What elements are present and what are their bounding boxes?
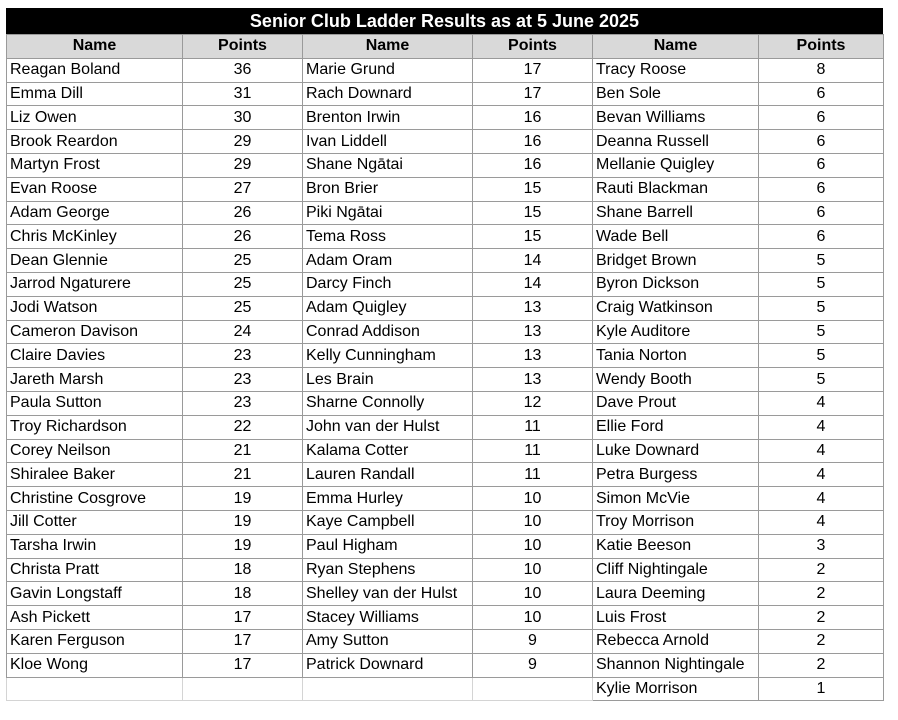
player-name-cell: Paula Sutton (7, 391, 183, 415)
table-row (7, 344, 884, 368)
player-name-cell: Bridget Brown (593, 249, 759, 273)
player-points-cell: 4 (759, 463, 884, 487)
player-name-cell: Martyn Frost (7, 153, 183, 177)
player-name-cell: Brook Reardon (7, 130, 183, 154)
table-row (7, 153, 884, 177)
player-name-cell: Shane Ngātai (303, 153, 473, 177)
player-name-cell: Luke Downard (593, 439, 759, 463)
player-name-cell: Petra Burgess (593, 463, 759, 487)
player-points-cell: 13 (473, 320, 593, 344)
player-name-cell: Marie Grund (303, 58, 473, 82)
player-name-cell: Jill Cotter (7, 510, 183, 534)
player-name-cell: Dave Prout (593, 391, 759, 415)
table-row (7, 510, 884, 534)
player-points-cell: 6 (759, 106, 884, 130)
player-points-cell: 2 (759, 653, 884, 677)
player-points-cell: 14 (473, 272, 593, 296)
player-points-cell: 11 (473, 415, 593, 439)
player-name-cell: Katie Beeson (593, 534, 759, 558)
player-name-cell: Craig Watkinson (593, 296, 759, 320)
player-name-cell: Wendy Booth (593, 368, 759, 392)
table-row (7, 320, 884, 344)
player-name-cell: Karen Ferguson (7, 629, 183, 653)
player-name-cell: Adam George (7, 201, 183, 225)
player-points-cell: 4 (759, 391, 884, 415)
player-points-cell: 12 (473, 391, 593, 415)
player-name-cell: Conrad Addison (303, 320, 473, 344)
player-points-cell: 19 (183, 487, 303, 511)
table-row (7, 582, 884, 606)
player-name-cell: Wade Bell (593, 225, 759, 249)
player-points-cell: 21 (183, 439, 303, 463)
player-points-cell: 31 (183, 82, 303, 106)
player-name-cell: Cameron Davison (7, 320, 183, 344)
player-name-cell: John van der Hulst (303, 415, 473, 439)
player-points-cell: 10 (473, 582, 593, 606)
player-points-cell: 18 (183, 582, 303, 606)
player-points-cell: 1 (759, 677, 884, 701)
player-name-cell: Byron Dickson (593, 272, 759, 296)
player-points-cell: 16 (473, 106, 593, 130)
player-points-cell: 25 (183, 272, 303, 296)
player-name-cell: Ben Sole (593, 82, 759, 106)
name-header: Name (593, 35, 759, 59)
table-row (7, 439, 884, 463)
player-name-cell: Kyle Auditore (593, 320, 759, 344)
table-row (7, 296, 884, 320)
table-row (7, 225, 884, 249)
player-name-cell: Amy Sutton (303, 629, 473, 653)
player-points-cell: 23 (183, 391, 303, 415)
player-points-cell: 4 (759, 510, 884, 534)
player-points-cell: 5 (759, 344, 884, 368)
player-points-cell: 15 (473, 225, 593, 249)
player-name-cell: Piki Ngātai (303, 201, 473, 225)
table-row (7, 606, 884, 630)
player-points-cell: 14 (473, 249, 593, 273)
table-row (7, 677, 884, 701)
table-row (7, 391, 884, 415)
player-name-cell: Luis Frost (593, 606, 759, 630)
player-points-cell: 23 (183, 368, 303, 392)
player-points-cell: 13 (473, 296, 593, 320)
player-name-cell: Bron Brier (303, 177, 473, 201)
player-points-cell: 11 (473, 439, 593, 463)
player-points-cell: 10 (473, 558, 593, 582)
player-name-cell: Ivan Liddell (303, 130, 473, 154)
player-points-cell: 17 (183, 653, 303, 677)
player-points-cell: 24 (183, 320, 303, 344)
player-name-cell: Jodi Watson (7, 296, 183, 320)
player-points-cell: 2 (759, 606, 884, 630)
player-points-cell: 22 (183, 415, 303, 439)
table-row (7, 415, 884, 439)
table-row (7, 534, 884, 558)
player-points-cell: 17 (183, 629, 303, 653)
player-name-cell: Kloe Wong (7, 653, 183, 677)
player-points-cell: 5 (759, 368, 884, 392)
player-points-cell: 16 (473, 153, 593, 177)
player-points-cell: 19 (183, 510, 303, 534)
player-points-cell: 16 (473, 130, 593, 154)
player-points-cell: 6 (759, 177, 884, 201)
table-row (7, 177, 884, 201)
player-name-cell: Ryan Stephens (303, 558, 473, 582)
table-row (7, 487, 884, 511)
player-name-cell: Tema Ross (303, 225, 473, 249)
empty-cell (183, 677, 303, 701)
player-name-cell: Ellie Ford (593, 415, 759, 439)
player-points-cell: 29 (183, 130, 303, 154)
player-name-cell: Deanna Russell (593, 130, 759, 154)
player-points-cell: 17 (183, 606, 303, 630)
empty-cell (7, 677, 183, 701)
player-name-cell: Corey Neilson (7, 439, 183, 463)
player-name-cell: Bevan Williams (593, 106, 759, 130)
player-name-cell: Kalama Cotter (303, 439, 473, 463)
table-row (7, 629, 884, 653)
points-header: Points (759, 35, 884, 59)
player-points-cell: 5 (759, 296, 884, 320)
player-name-cell: Rach Downard (303, 82, 473, 106)
player-name-cell: Tania Norton (593, 344, 759, 368)
player-name-cell: Kylie Morrison (593, 677, 759, 701)
player-points-cell: 25 (183, 249, 303, 273)
header-row (7, 35, 884, 59)
player-name-cell: Kaye Campbell (303, 510, 473, 534)
player-points-cell: 4 (759, 415, 884, 439)
player-name-cell: Kelly Cunningham (303, 344, 473, 368)
table-row (7, 58, 884, 82)
player-points-cell: 9 (473, 653, 593, 677)
player-name-cell: Reagan Boland (7, 58, 183, 82)
player-points-cell: 2 (759, 558, 884, 582)
name-header: Name (7, 35, 183, 59)
player-points-cell: 23 (183, 344, 303, 368)
player-points-cell: 36 (183, 58, 303, 82)
player-name-cell: Troy Richardson (7, 415, 183, 439)
player-name-cell: Claire Davies (7, 344, 183, 368)
table-row (7, 82, 884, 106)
player-name-cell: Lauren Randall (303, 463, 473, 487)
player-points-cell: 18 (183, 558, 303, 582)
player-points-cell: 10 (473, 534, 593, 558)
table-row (7, 463, 884, 487)
player-points-cell: 6 (759, 82, 884, 106)
player-name-cell: Les Brain (303, 368, 473, 392)
player-points-cell: 6 (759, 153, 884, 177)
player-points-cell: 5 (759, 249, 884, 273)
player-points-cell: 6 (759, 130, 884, 154)
player-points-cell: 13 (473, 344, 593, 368)
player-points-cell: 15 (473, 177, 593, 201)
player-name-cell: Paul Higham (303, 534, 473, 558)
player-points-cell: 30 (183, 106, 303, 130)
points-header: Points (473, 35, 593, 59)
player-name-cell: Darcy Finch (303, 272, 473, 296)
player-points-cell: 19 (183, 534, 303, 558)
player-name-cell: Liz Owen (7, 106, 183, 130)
player-name-cell: Emma Hurley (303, 487, 473, 511)
player-name-cell: Adam Oram (303, 249, 473, 273)
table-row (7, 106, 884, 130)
player-points-cell: 5 (759, 320, 884, 344)
player-points-cell: 26 (183, 201, 303, 225)
player-name-cell: Christa Pratt (7, 558, 183, 582)
player-name-cell: Tarsha Irwin (7, 534, 183, 558)
player-points-cell: 10 (473, 510, 593, 534)
player-name-cell: Simon McVie (593, 487, 759, 511)
player-points-cell: 10 (473, 487, 593, 511)
table-row (7, 249, 884, 273)
player-name-cell: Jareth Marsh (7, 368, 183, 392)
player-name-cell: Ash Pickett (7, 606, 183, 630)
table-row (7, 201, 884, 225)
name-header: Name (303, 35, 473, 59)
empty-cell (303, 677, 473, 701)
player-points-cell: 29 (183, 153, 303, 177)
player-name-cell: Cliff Nightingale (593, 558, 759, 582)
player-name-cell: Chris McKinley (7, 225, 183, 249)
ladder-table (6, 34, 884, 701)
player-name-cell: Jarrod Ngaturere (7, 272, 183, 296)
player-points-cell: 6 (759, 225, 884, 249)
player-name-cell: Rebecca Arnold (593, 629, 759, 653)
player-name-cell: Evan Roose (7, 177, 183, 201)
table-row (7, 653, 884, 677)
empty-cell (473, 677, 593, 701)
table-row (7, 558, 884, 582)
player-points-cell: 27 (183, 177, 303, 201)
player-points-cell: 25 (183, 296, 303, 320)
player-points-cell: 3 (759, 534, 884, 558)
player-name-cell: Tracy Roose (593, 58, 759, 82)
player-points-cell: 11 (473, 463, 593, 487)
player-name-cell: Gavin Longstaff (7, 582, 183, 606)
player-points-cell: 2 (759, 582, 884, 606)
player-name-cell: Troy Morrison (593, 510, 759, 534)
player-name-cell: Laura Deeming (593, 582, 759, 606)
player-name-cell: Patrick Downard (303, 653, 473, 677)
player-name-cell: Brenton Irwin (303, 106, 473, 130)
player-points-cell: 4 (759, 439, 884, 463)
player-name-cell: Stacey Williams (303, 606, 473, 630)
player-name-cell: Sharne Connolly (303, 391, 473, 415)
player-points-cell: 9 (473, 629, 593, 653)
player-name-cell: Shane Barrell (593, 201, 759, 225)
player-points-cell: 21 (183, 463, 303, 487)
player-points-cell: 4 (759, 487, 884, 511)
player-name-cell: Mellanie Quigley (593, 153, 759, 177)
player-name-cell: Shiralee Baker (7, 463, 183, 487)
table-row (7, 130, 884, 154)
table-row (7, 368, 884, 392)
points-header: Points (183, 35, 303, 59)
player-points-cell: 6 (759, 201, 884, 225)
sheet-title: Senior Club Ladder Results as at 5 June 2025 (6, 8, 883, 34)
player-points-cell: 15 (473, 201, 593, 225)
table-row (7, 272, 884, 296)
player-points-cell: 17 (473, 58, 593, 82)
player-name-cell: Shelley van der Hulst (303, 582, 473, 606)
player-name-cell: Dean Glennie (7, 249, 183, 273)
player-name-cell: Emma Dill (7, 82, 183, 106)
player-points-cell: 5 (759, 272, 884, 296)
player-points-cell: 13 (473, 368, 593, 392)
player-name-cell: Shannon Nightingale (593, 653, 759, 677)
player-points-cell: 8 (759, 58, 884, 82)
player-points-cell: 10 (473, 606, 593, 630)
player-name-cell: Rauti Blackman (593, 177, 759, 201)
player-points-cell: 17 (473, 82, 593, 106)
player-points-cell: 26 (183, 225, 303, 249)
player-points-cell: 2 (759, 629, 884, 653)
ladder-sheet (6, 8, 883, 701)
player-name-cell: Adam Quigley (303, 296, 473, 320)
player-name-cell: Christine Cosgrove (7, 487, 183, 511)
